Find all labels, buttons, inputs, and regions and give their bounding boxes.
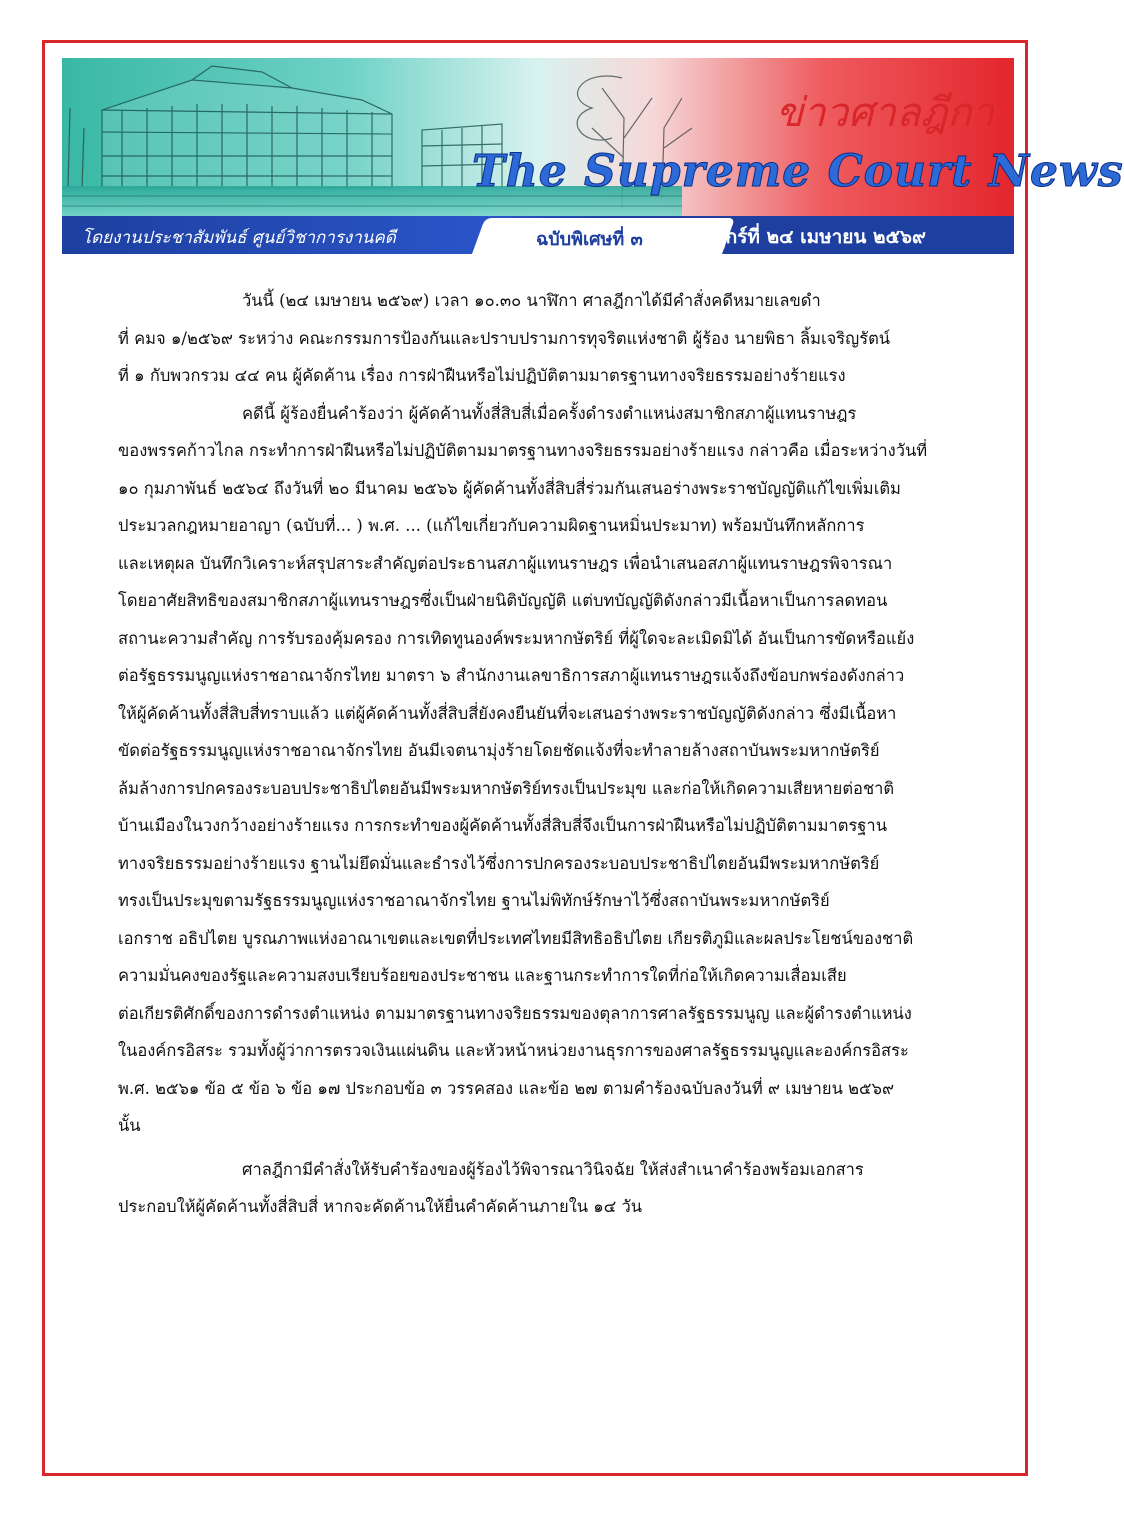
paragraph-3: ศาลฎีกามีคำสั่งให้รับคำร้องของผู้ร้องไว้พิจารณาวินิจฉัย ให้ส่งสำเนาคำร้องพร้อมเอกสาร ประกอบให้ผู้คัดค้านทั้งสี่สิบสี่ หากจะคัดค้านให้ยื่นคำคัดค้านภายใน ๑๔ วัน [118,1159,864,1216]
article-body [118,282,950,1226]
issue-label: ฉบับพิเศษที่ ๓ [536,229,643,250]
date-label: วันศุกร์ที่ ๒๔ เมษายน ๒๕๖๙ [690,226,926,248]
paragraph-2: คดีนี้ ผู้ร้องยื่นคำร้องว่า ผู้คัดค้านทั้งสี่สิบสี่เมื่อครั้งดำรงตำแหน่งสมาชิกสภาผู้แทนราษฎร ของพรรคก้าวไกล กระทำการฝ่าฝืนหรือไม่ปฏิบัติตามมาตรฐานทางจริยธรรมอย่างร้ายแรง กล่าวคือ เมื่อระหว่างวันที่ ๑๐ กุมภาพันธ์ ๒๕๖๔ ถึงวันที่ ๒๐ มีนาคม ๒๕๖๖ ผู้คัดค้านทั้งสี่สิบสี่ร่วมกันเสนอร่างพระราชบัญญัติแก้ไขเพิ่มเติม ประมวลกฎหมายอาญา (ฉบับที่... ) พ.ศ. ... (แก้ไขเกี่ยวกับความผิดฐานหมิ่นประมาท) พร้อมบันทึกหลักการ และเหตุผล บันทึกวิเคราะห์สรุปสาระสำคัญต่อประธานสภาผู้แทนราษฎร เพื่อนำเสนอสภาผู้แทนราษฎรพิจารณา โดยอาศัยสิทธิของสมาชิกสภาผู้แทนราษฎรซึ่งเป็นฝ่ายนิติบัญญัติ แต่บทบัญญัติดังกล่าวมีเนื้อหาเป็นการลดทอน สถานะความสำคัญ การรับรองคุ้มครอง การเทิดทูนองค์พระมหากษัตริย์ ที่ผู้ใดจะละเมิดมิได้ อันเป็นการขัดหรือแย้ง ต่อรัฐธรรมนูญแห่งราชอาณาจักรไทย มาตรา ๖ สำนักงานเลขาธิการสภาผู้แทนราษฎรแจ้งถึงข้อบกพร่องดังกล่าว ให้ผู้คัดค้านทั้งสี่สิบสี่ทราบแล้ว แต่ผู้คัดค้านทั้งสี่สิบสี่ยังคงยืนยันที่จะเสนอร่างพระราชบัญญัติดังกล่าว ซึ่งมีเนื้อหา ขัดต่อรัฐธรรมนูญแห่งราชอาณาจักรไทย อันมีเจตนามุ่งร้ายโดยชัดแจ้งที่จะทำลายล้างสถาบันพระมหากษัตริย์ ล้มล้างการปกครองระบอบประชาธิปไตยอันมีพระมหากษัตริย์ทรงเป็นประมุข และก่อให้เกิดความเสียหายต่อชาติ บ้านเมืองในวงกว้างอย่างร้ายแรง การกระทำของผู้คัดค้านทั้งสี่สิบสี่จึงเป็นการฝ่าฝืนหรือไม่ปฏิบัติตามมาตรฐาน ทางจริยธรรมอย่างร้ายแรง ฐานไม่ยึดมั่นและธำรงไว้ซึ่งการปกครองระบอบประชาธิปไตยอันมีพระมหากษัตริย์ ทรงเป็นประมุขตามรัฐธรรมนูญแห่งราชอาณาจักรไทย ฐานไม่พิทักษ์รักษาไว้ซึ่งสถาบันพระมหากษัตริย์ เอกราช อธิปไตย บูรณภาพแห่งอาณาเขตและเขตที่ประเทศไทยมีสิทธิอธิปไตย เกียรติภูมิและผลประโยชน์ของชาติ ความมั่นคงของรัฐและความสงบเรียบร้อยของประชาชน และฐานกระทำการใดที่ก่อให้เกิดความเสื่อมเสีย ต่อเกียรติศักดิ์ของการดำรงตำแหน่ง ตามมาตรฐานทางจริยธรรมของตุลาการศาลรัฐธรรมนูญ และผู้ดำรงตำแหน่ง ในองค์กรอิสระ รวมทั้งผู้ว่าการตรวจเงินแผ่นดิน และหัวหน้าหน่วยงานธุรการของศาลรัฐธรรมนูญและองค์กรอิสระ พ.ศ. ๒๕๖๑ ข้อ ๕ ข้อ ๖ ข้อ ๑๗ ประกอบข้อ ๓ วรรคสอง และข้อ ๒๗ ตามคำร้องฉบับลงวันที่ ๙ เมษายน ๒๕๖๙ นั้น [118,403,928,1135]
english-title: The Supreme Court News [472,146,1124,197]
thai-title: ข่าวศาลฎีกา [775,90,994,136]
department-label: โดยงานประชาสัมพันธ์ ศูนย์วิชาการงานคดี [82,228,396,248]
paragraph-1: วันนี้ (๒๔ เมษายน ๒๕๖๙) เวลา ๑๐.๓๐ นาฬิกา ศาลฎีกาได้มีคำสั่งคดีหมายเลขดำ ที่ คมจ ๑/๒๕๖๙ ระหว่าง คณะกรรมการป้องกันและปราบปรามการทุจริตแห่งชาติ ผู้ร้อง นายพิธา ลิ้มเจริญรัตน์ ที่ ๑ กับพวกรวม ๔๔ คน ผู้คัดค้าน เรื่อง การฝ่าฝืนหรือไม่ปฏิบัติตามมาตรฐานทางจริยธรรมอย่างร้ายแรง [118,291,891,385]
header-banner [62,58,1124,254]
